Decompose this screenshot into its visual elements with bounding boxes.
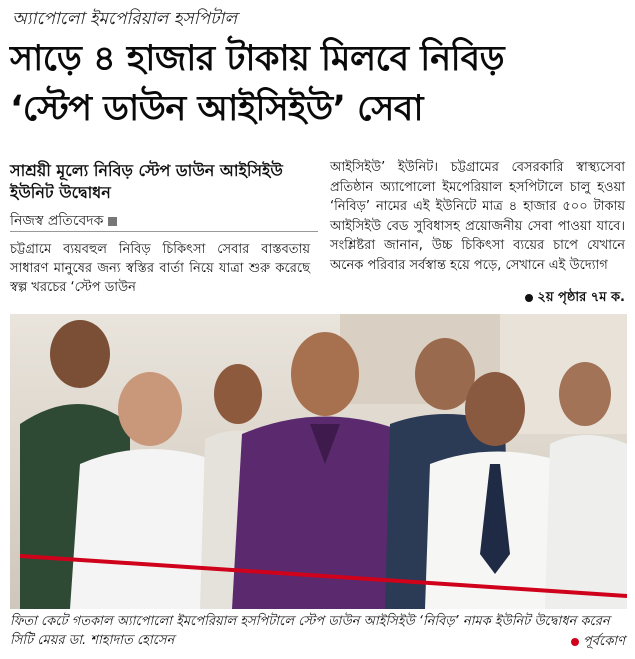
headline-line-1: সাড়ে ৪ হাজার টাকায় মিলবে নিবিড় — [10, 39, 505, 79]
photo-illustration — [10, 314, 627, 609]
continuation-note — [525, 288, 625, 309]
body-column-2: আইসিইউ’ ইউনিট। চট্টগ্রামের বেসরকারি স্বাস্থ্যসেবা প্রতিষ্ঠান অ্যাপোলো ইমপেরিয়াল হসপিটালে চালু হওয়া ‘নিবিড়’ নামের এই ইউনিটে মাত্র ৪ হাজার ৫০০ টাকায় আইসিইউ বেড সুবিধাসহ প্রয়োজনীয় সেবা পাওয়া যাবে। সংশ্লিষ্টরা জানান, উচ্চ চিকিৎসা ব্যয়ের চাপে যেখানে অনেক পরিবার সর্বস্বান্ত হয়ে পড়ে, সেখানে এই উদ্যোগ — [330, 160, 625, 273]
square-bullet-icon — [108, 217, 117, 226]
subheadline: সাশ্রয়ী মূল্যে নিবিড় স্টেপ ডাউন আইসিইউ ইউনিট উদ্বোধন — [10, 161, 283, 202]
photo-credit-text: পূর্বকোণ — [582, 634, 625, 649]
kicker: অ্যাপোলো ইমপেরিয়াল হসপিটাল — [12, 9, 238, 29]
photo-caption: ফিতা কেটে গতকাল অ্যাপোলো ইমপেরিয়াল হসপিটালে স্টেপ ডাউন আইসিইউ ‘নিবিড়’ নামক ইউনিট উদ্বোধন করেন সিটি মেয়র ডা. শাহাদাত হোসেন — [10, 614, 610, 648]
continuation-text: ২য় পৃষ্ঠার ৭ম ক. — [537, 290, 625, 305]
red-dot-icon — [571, 638, 579, 646]
news-photo — [10, 314, 627, 609]
filled-circle-icon — [525, 294, 533, 302]
byline-text: নিজস্ব প্রতিবেদক — [10, 213, 104, 229]
headline — [10, 34, 630, 134]
byline — [10, 209, 117, 233]
photo-credit — [571, 632, 625, 653]
byline-divider — [10, 231, 318, 232]
body-column-1: চট্টগ্রামে ব্যয়বহুল নিবিড় চিকিৎসা সেবার বাস্তবতায় সাধারণ মানুষের জন্য স্বস্তির বার্তা নিয়ে যাত্রা শুরু করেছে স্বল্প খরচের ‘স্টেপ ডাউন — [10, 242, 310, 295]
headline-line-2: ‘স্টেপ ডাউন আইসিইউ’ সেবা — [10, 89, 424, 129]
